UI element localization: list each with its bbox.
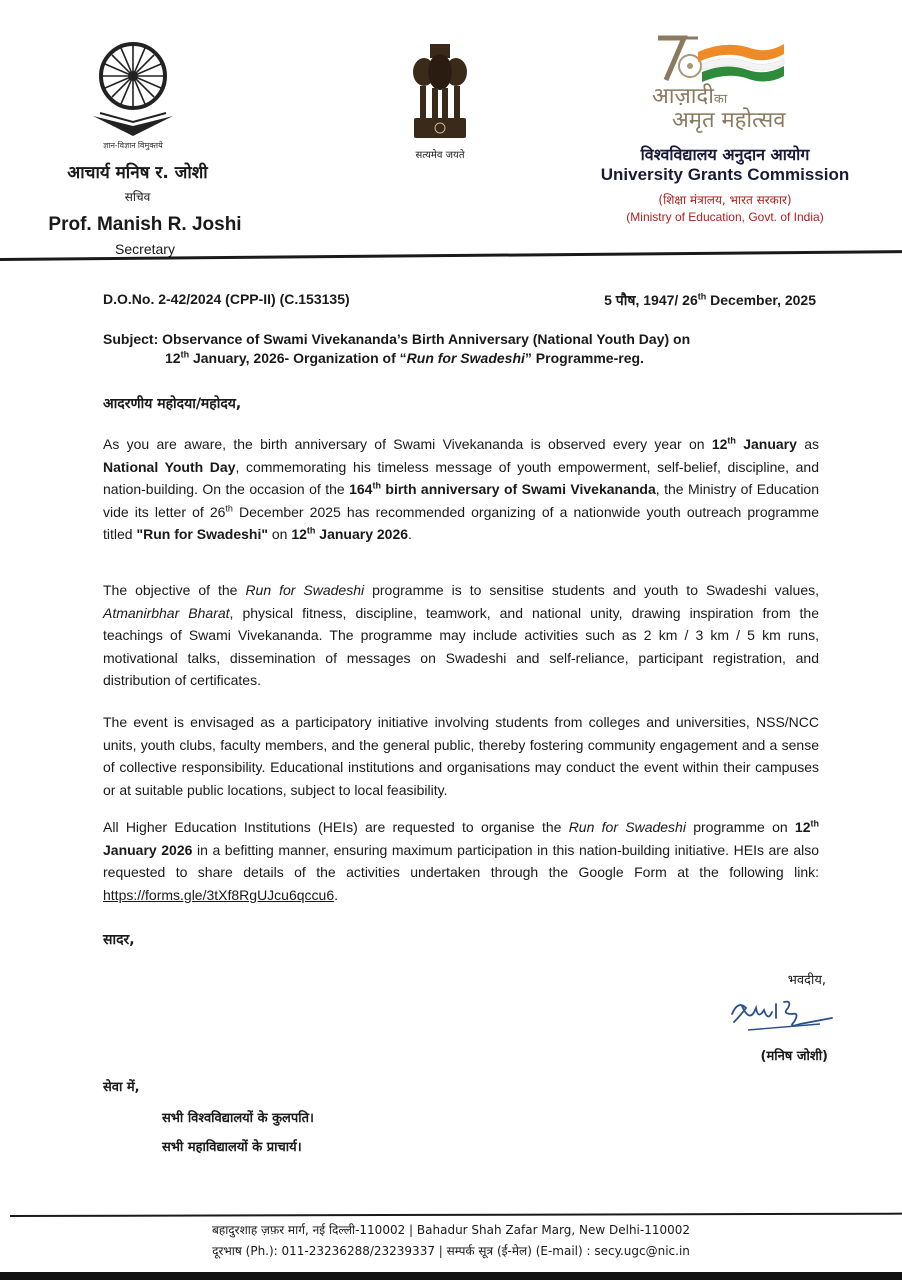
paragraph-2 [103, 579, 819, 692]
date-prefix: 5 पौष, 1947/ 26 [604, 292, 698, 308]
secretary-title-hindi: सचिव [124, 190, 151, 204]
footer-divider [10, 1213, 902, 1217]
p4-b: Run for Swadeshi [568, 819, 686, 835]
p4-c: programme on [685, 819, 795, 835]
p4-f: in a befitting manner, ensuring maximum participation in this nation-building initiative. HEIs are also requested to share details of the activities undertaken through the Google Form at the following link: [103, 841, 820, 880]
closing-bhavdiya: भवदीय, [787, 973, 826, 988]
p2-b: Run for Swadeshi [245, 582, 365, 598]
p1-n: January 2026 [315, 526, 409, 542]
p2-c: programme is to sensitise students and youth to Swadeshi values, [364, 582, 820, 598]
azadi-word: आज़ादी [652, 84, 714, 109]
salutation: आदरणीय महोदया/महोदय, [103, 396, 242, 412]
subject-text-1: Observance of Swami Vivekananda’s Birth Anniversary (National Youth Day) on [158, 331, 691, 347]
google-form-link[interactable]: https://forms.gle/3tXf8RgUJcu6qccu6 [103, 886, 335, 903]
secretary-name: Prof. Manish R. Joshi [48, 214, 242, 235]
subject-text-3: ” Programme-reg. [524, 350, 644, 366]
emblem-motto: सत्यमेव जयते [415, 150, 465, 161]
do-number: D.O.No. 2-42/2024 (CPP-II) (C.153135) [103, 291, 350, 307]
address-english: Bahadur Shah Zafar Marg, New Delhi-110002 [416, 1223, 691, 1237]
recipient-item: सभी विश्वविद्यालयों के कुलपति। [162, 1111, 314, 1126]
separator: | [434, 1244, 447, 1258]
signatory-name: (मनिष जोशी) [760, 1049, 828, 1064]
ugc-emblem-icon [88, 38, 178, 138]
p1-f: , commemorating his timeless message of youth empowerment, self-belief, discipline, and nation-building. On the occasion of the [103, 458, 819, 497]
ugc-motto: ज्ञान-विज्ञान विमुक्तये [103, 141, 163, 150]
p4-d-sup: th [810, 818, 819, 829]
p4-a: All Higher Education Institutions (HEIs) are requested to organise the [103, 819, 569, 835]
closing-sadar: सादर, [103, 932, 135, 948]
subject-sup: th [180, 349, 190, 360]
paragraph-1 [103, 433, 819, 546]
p2-d: Atmanirbhar Bharat [103, 604, 230, 621]
p1-k: "Run for Swadeshi" [136, 526, 268, 542]
footer-address [0, 1221, 902, 1238]
p1-h: birth anniversary of Swami Vivekananda [380, 481, 656, 497]
p1-d: as [796, 436, 819, 452]
azadi-ka-amrit-mahotsav-logo-icon [650, 34, 790, 86]
recipients-label: सेवा में, [103, 1080, 140, 1095]
phone-number: दूरभाष (Ph.): 011-23236288/23239337 [212, 1244, 435, 1258]
p2-a: The objective of the [103, 582, 246, 598]
p4-d: 12 [794, 819, 811, 835]
azadi-text-line2: अमृत महोत्सव [672, 108, 786, 133]
address-hindi: बहादुरशाह ज़फ़र मार्ग, नई दिल्ली-110002 [211, 1223, 406, 1237]
ministry-hindi: (शिक्षा मंत्रालय, भारत सरकार) [658, 193, 792, 207]
signature-icon [728, 994, 838, 1034]
paragraph-4 [103, 816, 819, 906]
org-name: University Grants Commission [600, 165, 850, 184]
p1-e: National Youth Day [103, 458, 236, 475]
p1-g-sup: th [372, 480, 381, 491]
secretary-title: Secretary [115, 241, 175, 257]
org-name-hindi: विश्वविद्यालय अनुदान आयोग [640, 145, 810, 164]
email-address[interactable]: सम्पर्क सूत्र (ई-मेल) (E-mail) : secy.ugc@nic.in [446, 1244, 690, 1258]
p4-e: January 2026 [103, 841, 193, 858]
azadi-ka: का [713, 92, 728, 107]
p1-i-sup: th [225, 502, 233, 513]
subject-text-2: January, 2026- Organization of “ [189, 350, 407, 366]
subject-line-2 [103, 349, 819, 368]
ministry-name: (Ministry of Education, Govt. of India) [626, 210, 824, 224]
national-emblem-icon [412, 42, 468, 142]
p2-e: , physical fitness, discipline, teamwork, and national unity, drawing inspiration from the teachings of Swami Vivekananda. The programme may include activities such as 2 km / 3 km / 5 km runs, motivational talks, dissemination of messages on Swadeshi and self-reliance, participant registration, and distribution of certificates. [103, 604, 819, 688]
subject-label: Subject: [103, 331, 159, 347]
p1-c: January [735, 436, 797, 452]
p1-b-sup: th [727, 435, 736, 446]
p1-o: . [408, 526, 412, 542]
secretary-name-hindi: आचार्य मनिष र. जोशी [67, 163, 208, 183]
p1-m: 12 [291, 526, 307, 542]
subject-programme-name: Run for Swadeshi [406, 350, 525, 366]
p1-g: 164 [349, 481, 373, 497]
p1-a: As you are aware, the birth anniversary of Swami Vivekananda is observed every year on [103, 436, 712, 452]
separator: | [405, 1223, 417, 1237]
p1-m-sup: th [306, 525, 316, 536]
bottom-edge [0, 1272, 902, 1280]
p1-j: December 2025 has recommended organizing of a nationwide youth outreach programme titled [103, 503, 819, 542]
footer-contact [0, 1242, 902, 1259]
p4-g: . [334, 886, 338, 903]
recipient-item: सभी महाविद्यालयों के प्राचार्य। [162, 1140, 302, 1155]
letter-date [604, 291, 816, 310]
subject-day: 12 [165, 350, 181, 366]
subject-line [103, 330, 819, 368]
date-suffix: December, 2025 [706, 292, 816, 308]
date-sup: th [697, 291, 707, 302]
p1-b: 12 [711, 436, 728, 452]
paragraph-3: The event is envisaged as a participatory initiative involving students from colleges and universities, NSS/NCC units, youth clubs, faculty members, and the general public, thereby fostering community engagement and a sense of collective responsibility. Educational institutions and organisations may conduct the event within their campuses or at suitable public locations, subject to local feasibility. [103, 714, 819, 798]
p1-i: , the Ministry of Education vide its letter of 26 [103, 481, 820, 520]
p1-l: on [267, 526, 292, 542]
